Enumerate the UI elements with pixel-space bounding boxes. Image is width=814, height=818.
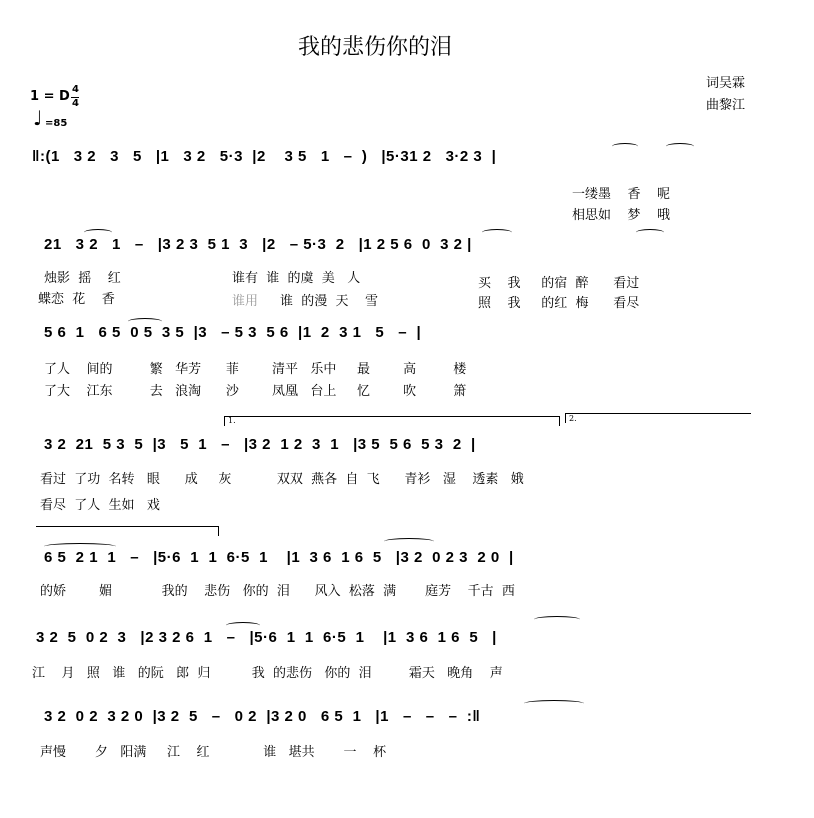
system-6-notes: 3 2 5 0 2 3 |2 3 2 6 1 – |5·6 1 1 6·5 1 |1 3 6 1 6 5 | bbox=[36, 629, 497, 646]
system-2-notes: 21 3 2 1 – |3 2 3 5 1 3 |2 – 5·3 2 |1 2 5 6 0 3 2 | bbox=[44, 236, 472, 253]
system-2-lyrics-verse-2-c: 照 我 的红 梅 看尽 bbox=[478, 296, 640, 311]
slur-arc bbox=[482, 229, 512, 236]
system-7-notes: 3 2 0 2 3 2 0 |3 2 5 – 0 2 |3 2 0 6 5 1 |1 – – – :‖ bbox=[44, 708, 481, 725]
second-ending-label: 2. bbox=[569, 414, 577, 423]
second-ending-bracket-left bbox=[565, 413, 566, 423]
system-2-lyrics-verse-1-b: 谁有 谁 的虞 美 人 bbox=[232, 271, 361, 286]
song-title: 我的悲伤你的泪 bbox=[298, 35, 453, 60]
system-5-notes: 6 5 2 1 1 – |5·6 1 1 6·5 1 |1 3 6 1 6 5 |3 2 0 2 3 2 0 | bbox=[44, 549, 514, 566]
system-3-notes: 5 6 1 6 5 0 5 3 5 |3 – 5 3 5 6 |1 2 3 1 5 – | bbox=[44, 324, 422, 341]
system-7-lyrics: 声慢 夕 阳满 江 红 谁 堪共 一 杯 bbox=[40, 745, 387, 760]
slur-arc bbox=[128, 318, 162, 325]
system-2-lyrics-verse-2-a: 蝶恋 花 香 bbox=[38, 292, 115, 307]
system-1-lyrics-verse-2: 相思如 梦 哦 bbox=[572, 208, 671, 223]
slur-arc bbox=[534, 616, 580, 623]
slur-arc bbox=[636, 229, 664, 236]
phrase-bracket-right bbox=[218, 526, 219, 536]
slur-arc bbox=[84, 229, 112, 236]
slur-arc bbox=[666, 143, 694, 150]
slur-arc bbox=[226, 622, 260, 629]
system-2-lyrics-verse-1-a: 烛影 摇 红 bbox=[44, 271, 121, 286]
composer-credit: 曲黎江 bbox=[706, 98, 746, 113]
system-2-lyrics-verse-1-c: 买 我 的宿 醉 看过 bbox=[478, 276, 640, 291]
first-ending-bracket-right bbox=[559, 416, 560, 426]
tempo-marking: =85 bbox=[45, 118, 68, 129]
slur-arc bbox=[384, 538, 434, 545]
time-signature-numerator: 4 bbox=[72, 84, 79, 95]
first-ending-bracket-left bbox=[224, 416, 225, 426]
first-ending-bracket bbox=[224, 416, 560, 417]
system-4-notes: 3 2 21 5 3 5 |3 5 1 – |3 2 1 2 3 1 |3 5 5 6 5 3 2 | bbox=[44, 436, 476, 453]
slur-arc bbox=[44, 543, 116, 550]
lyricist-credit: 词吴霖 bbox=[706, 76, 746, 91]
system-4-lyrics-verse-2: 看尽 了人 生如 戏 bbox=[40, 498, 160, 513]
system-2-lyrics-verse-2-grey-word: 谁用 bbox=[232, 294, 259, 309]
quarter-note-icon: ♩ bbox=[33, 106, 43, 130]
system-6-lyrics: 江 月 照 谁 的阮 郎 归 我 的悲伤 你的 泪 霜天 晚角 声 bbox=[32, 666, 503, 681]
time-signature-denominator: 4 bbox=[72, 98, 79, 109]
key-signature: 1 = D bbox=[30, 89, 70, 104]
second-ending-bracket bbox=[565, 413, 751, 414]
slur-arc bbox=[524, 700, 584, 707]
slur-arc bbox=[612, 143, 638, 150]
system-3-lyrics-verse-2: 了大 江东 去 浪淘 沙 凤凰 台上 忆 吹 箫 bbox=[44, 384, 467, 399]
system-1-lyrics-verse-1: 一缕墨 香 呢 bbox=[572, 187, 671, 202]
system-5-lyrics: 的娇 媚 我的 悲伤 你的 泪 风入 松落 满 庭芳 千古 西 bbox=[40, 584, 515, 599]
phrase-bracket bbox=[36, 526, 219, 527]
system-2-lyrics-verse-2-b: 谁 的漫 天 雪 bbox=[280, 294, 379, 309]
first-ending-label: 1. bbox=[228, 416, 236, 425]
system-4-lyrics-verse-1: 看过 了功 名转 眼 成 灰 双双 燕各 自 飞 青衫 湿 透素 娥 bbox=[40, 472, 524, 487]
system-1-notes: ‖:(1 3 2 3 5 |1 3 2 5·3 |2 3 5 1 – ) |5·31 2 3·2 3 | bbox=[32, 148, 497, 165]
system-3-lyrics-verse-1: 了人 间的 繁 华芳 菲 清平 乐中 最 高 楼 bbox=[44, 362, 467, 377]
